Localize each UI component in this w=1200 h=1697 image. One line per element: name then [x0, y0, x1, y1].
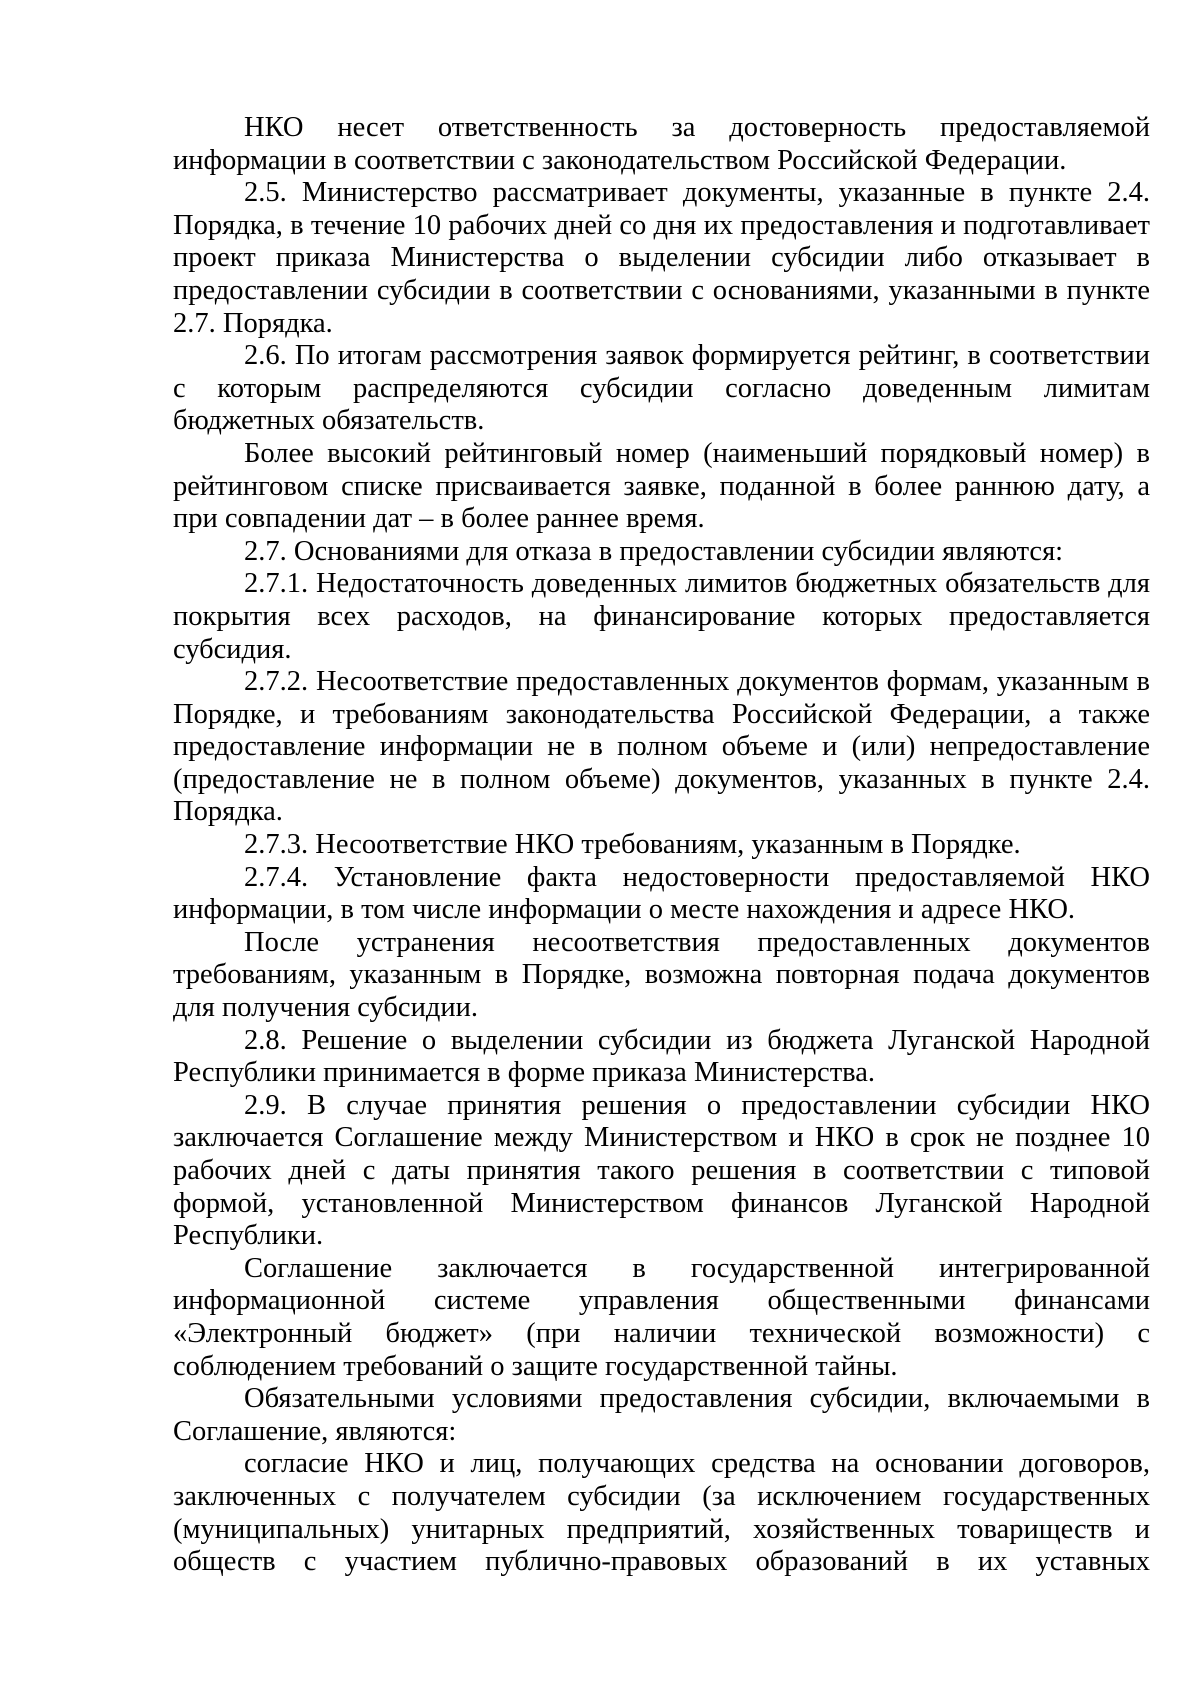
- paragraph-consent: согласие НКО и лиц, получающих средства на основании договоров, заключенных с получателем субсидии (за исключением государственных (муниципальных) унитарных предприятий, хозяйственных товариществ и обществ с участием публично-правовых образований в их уставных: [173, 1448, 1150, 1578]
- paragraph-mandatory-conditions: Обязательными условиями предоставления субсидии, включаемыми в Соглашение, являются:: [173, 1383, 1150, 1447]
- paragraph-2-7-2: 2.7.2. Несоответствие предоставленных документов формам, указанным в Порядке, и требованиям законодательства Российской Федерации, а также предоставление информации не в полном объеме и (или) непредоставление (предоставление не в полном объеме) документов, указанных в пункте 2.4. Порядка.: [173, 666, 1150, 828]
- paragraph-2-8: 2.8. Решение о выделении субсидии из бюджета Луганской Народной Республики принимается в форме приказа Министерства.: [173, 1024, 1150, 1089]
- paragraph-nko-responsibility: НКО несет ответственность за достоверность предоставляемой информации в соответствии с законодательством Российской Федерации.: [173, 112, 1150, 176]
- paragraph-2-7: 2.7. Основаниями для отказа в предоставлении субсидии являются:: [244, 535, 1064, 567]
- paragraph-agreement: Соглашение заключается в государственной интегрированной информационной системе управления общественными финансами «Электронный бюджет» (при наличии технической возможности) с соблюдением требований о защите государственной тайны.: [173, 1252, 1150, 1382]
- paragraph-rating: Более высокий рейтинговый номер (наименьший порядковый номер) в рейтинговом списке присваивается заявке, поданной в более раннюю дату, а при совпадении дат – в более раннее время.: [173, 437, 1150, 535]
- paragraph-2-9: 2.9. В случае принятия решения о предоставлении субсидии НКО заключается Соглашение между Министерством и НКО в срок не позднее 10 рабочих дней с даты принятия такого решения в соответствии с типовой формой, установленной Министерством финансов Луганской Народной Республики.: [173, 1089, 1150, 1252]
- paragraph-2-7-4: 2.7.4. Установление факта недостоверности предоставляемой НКО информации, в том числе информации о месте нахождения и адресе НКО.: [173, 861, 1150, 926]
- paragraph-2-7-3: 2.7.3. Несоответствие НКО требованиям, указанным в Порядке.: [244, 829, 1021, 861]
- paragraph-2-6: 2.6. По итогам рассмотрения заявок формируется рейтинг, в соответствии с которым распределяются субсидии согласно доведенным лимитам бюджетных обязательств.: [173, 340, 1150, 437]
- document-page: [173, 112, 1150, 1579]
- paragraph-2-7-1: 2.7.1. Недостаточность доведенных лимитов бюджетных обязательств для покрытия всех расходов, на финансирование которых предоставляется субсидия.: [173, 568, 1150, 665]
- paragraph-2-5: 2.5. Министерство рассматривает документы, указанные в пункте 2.4. Порядка, в течение 10 рабочих дней со дня их предоставления и подготавливает проект приказа Министерства о выделении субсидии либо отказывает в предоставлении субсидии в соответствии с основаниями, указанными в пункте 2.7. Порядка.: [173, 177, 1150, 339]
- paragraph-after-correction: После устранения несоответствия предоставленных документов требованиям, указанным в Порядке, возможна повторная подача документов для получения субсидии.: [173, 926, 1150, 1024]
